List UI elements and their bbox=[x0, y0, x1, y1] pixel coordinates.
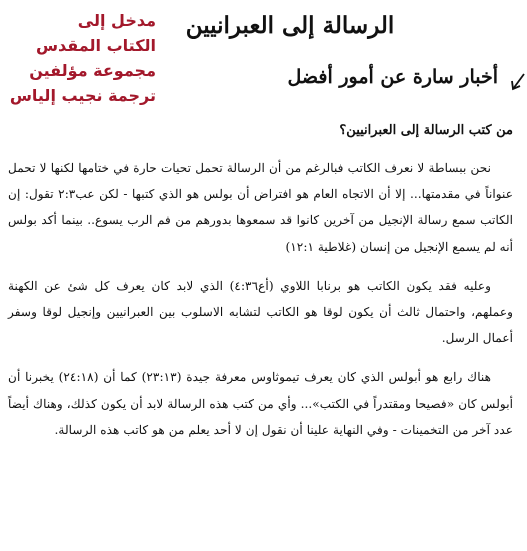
arrow-icon bbox=[510, 72, 526, 92]
paragraph: نحن ببساطة لا نعرف الكاتب فبالرغم من أن الرسالة تحمل تحيات حارة في ختامها لكنها لا تحمل عنواناً في مقدمتها... إلا أن الاتجاه العام هو افتراض أن بولس هو الذي كتبها - لكن عب٢:٣ تقول: إن الكاتب سمع رسالة الإنجيل من آخرين كانوا قد سمعوها بدورهم من فم الرب يسوع.. بينما أكد بولس أنه لم يسمع الإنجيل من إنسان (غلاطية ١٢:١) bbox=[8, 161, 513, 254]
book-info-line: الكتاب المقدس bbox=[35, 36, 156, 55]
body-text bbox=[8, 155, 513, 443]
book-info-label bbox=[6, 8, 156, 108]
book-info-line: مجموعة مؤلفين bbox=[29, 61, 156, 80]
section-heading: من كتب الرسالة إلى العبرانيين؟ bbox=[339, 123, 513, 138]
chapter-subtitle: أخبار سارة عن أمور أفضل bbox=[287, 66, 498, 88]
chapter-title: الرسالة إلى العبرانيين bbox=[185, 12, 395, 39]
paragraph: هناك رابع هو أبولس الذي كان يعرف تيموثاوس معرفة جيدة (٢٣:١٣) كما أن (٢٤:١٨) يخبرنا أن أبولس كان «فصيحا ومقتدراً في الكتب»... وأي من كتب هذه الرسالة لابد أن يكون كذلك، وهناك أيضاً عدد آخر من التخمينات - وفي النهاية علينا أن نقول إن لا أحد يعلم من هو كاتب هذه الرسالة. bbox=[8, 370, 513, 437]
paragraph: وعليه فقد يكون الكاتب هو برنابا اللاوي (أع٤:٣٦) الذي لابد كان يعرف كل شئ عن الكهنة وعملهم، واحتمال ثالث أن يكون لوقا هو الكاتب لتشابه الاسلوب بين العبرانيين وإنجيل لوقا وسفر أعمال الرسل. bbox=[8, 278, 513, 346]
book-info-line: ترجمة نجيب إلياس bbox=[9, 86, 156, 105]
book-info-line: مدخل إلى bbox=[77, 11, 156, 30]
